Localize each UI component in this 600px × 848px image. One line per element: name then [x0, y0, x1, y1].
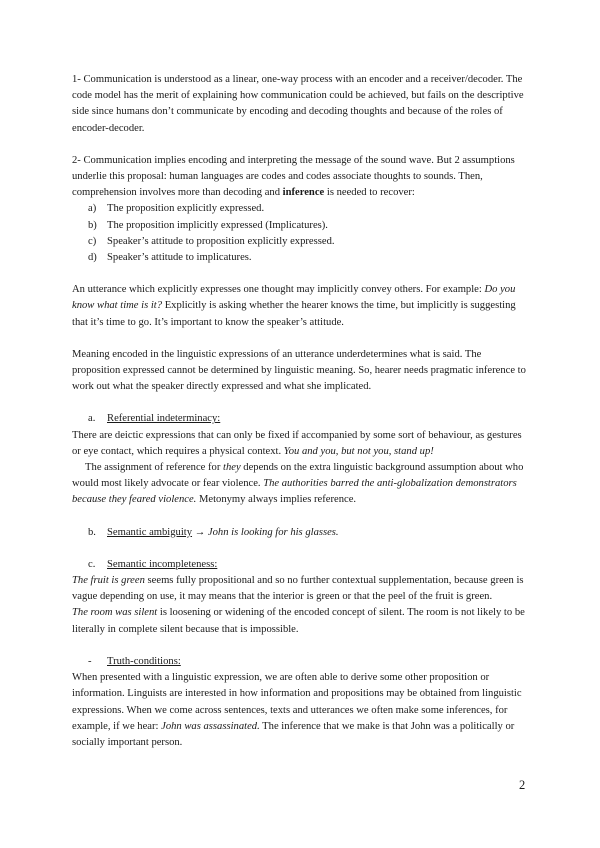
section-heading: Referential indeterminacy:	[107, 413, 221, 425]
list-marker: c)	[88, 235, 97, 247]
paragraph-text: When presented with a linguistic expression, we are often able to derive some other proposition or information. Linguists are interested in how information and propositions may be obtained from linguistic expressions. When we come across sentences, texts and utterances we often make some inferences, for example, if we hear:	[72, 672, 522, 732]
list-item-text: The proposition implicitly expressed (Implicatures).	[107, 219, 328, 231]
paragraph-text: is loosening or widening of the encoded concept of silent. The room is not likely to be literally in complete silent because that is impossible.	[72, 607, 525, 635]
paragraph-code-model: 1- Communication is understood as a linear, one-way process with an encoder and a receiver/decoder. The code model has the merit of explaining how communication could be achieved, but fails on the descriptive side since humans don’t communicate by encoding and decoding thoughts and because of the roles of encoder-decoder.	[72, 74, 524, 134]
heading-semantic-incompleteness	[72, 557, 528, 573]
section-marker: -	[88, 655, 92, 667]
paragraph-referential	[72, 428, 528, 509]
section-marker: c.	[88, 558, 96, 570]
paragraph-underdetermination: Meaning encoded in the linguistic expressions of an utterance underdetermines what is said. The proposition expressed cannot be determined by linguistic meaning. So, hearer needs pragmatic inference to work out what the speaker directly expressed and what she implicated.	[72, 348, 526, 393]
paragraph-text: Explicitly is asking whether the hearer knows the time, but implicitly is suggesting that it’s time to go. It’s important to know the speaker’s attitude.	[72, 300, 516, 328]
list-item	[72, 218, 528, 234]
inference-term: inference	[282, 187, 325, 199]
example-text: they	[223, 462, 241, 474]
list-item	[72, 250, 528, 266]
paragraph-inference	[72, 153, 528, 202]
section-heading: Semantic incompleteness:	[107, 558, 218, 570]
heading-truth-conditions	[72, 654, 528, 670]
paragraph-implicit-meaning	[72, 282, 528, 331]
page-content	[72, 72, 528, 751]
section-marker: a.	[88, 413, 96, 425]
list-marker: a)	[88, 203, 97, 215]
paragraph-text: seems fully propositional and so no further contextual supplementation, because green is vague depending on use, it may means that the interior is green or that the peel of the fruit is green.	[72, 575, 524, 603]
list-item-text: Speaker’s attitude to proposition explicitly expressed.	[107, 235, 335, 247]
page-number: 2	[519, 778, 526, 792]
paragraph-text: An utterance which explicitly expresses one thought may implicitly convey others. For example:	[72, 284, 485, 296]
example-text: The authorities barred the anti-globalization demonstrators because they feared violence.	[72, 478, 517, 506]
list-marker: b)	[88, 219, 97, 231]
paragraph-inference-text: 2- Communication implies encoding and interpreting the message of the sound wave. But 2 assumptions underlie this proposal: human languages are codes and codes associate thoughts to sounds. Then, comprehension involves more than decoding and	[72, 154, 515, 199]
paragraph-text: The inference that we make is that John was a politically or socially important person.	[72, 720, 515, 748]
example-text: The fruit is green	[72, 575, 145, 587]
list-item-text: The proposition explicitly expressed.	[107, 203, 265, 215]
list-item	[72, 234, 528, 250]
paragraph-fruit-green	[72, 573, 528, 605]
paragraph-truth-conditions	[72, 670, 528, 751]
paragraph-inference-end: is needed to recover:	[324, 187, 415, 199]
example-text: Do you know what time is it?	[72, 284, 516, 312]
list-item-text: Speaker’s attitude to implicatures.	[107, 252, 252, 264]
example-text: John was assassinated.	[161, 720, 260, 732]
example-text: The room was silent	[72, 607, 158, 619]
section-heading: Semantic ambiguity	[107, 526, 193, 538]
paragraph-text: The assignment of reference for	[72, 462, 223, 474]
example-text: John is looking for his glasses.	[207, 526, 339, 538]
list-marker: d)	[88, 252, 97, 264]
heading-referential-indeterminacy	[72, 411, 528, 427]
list-item	[72, 201, 528, 217]
recovery-list	[72, 201, 528, 266]
section-heading: Truth-conditions:	[107, 655, 181, 667]
arrow: →	[192, 526, 208, 538]
section-marker: b.	[88, 526, 96, 538]
paragraph-room-silent	[72, 605, 528, 637]
heading-semantic-ambiguity	[72, 525, 528, 541]
paragraph-text: There are deictic expressions that can only be fixed if accompanied by some sort of behaviour, as gestures or eye contact, which requires a physical context.	[72, 429, 522, 457]
paragraph-text: Metonymy always implies reference.	[196, 494, 357, 506]
paragraph-text: depends on the extra linguistic background assumption about who would most likely advocate or fear violence.	[72, 462, 524, 490]
example-text: You and you, but not you, stand up!	[283, 445, 434, 457]
